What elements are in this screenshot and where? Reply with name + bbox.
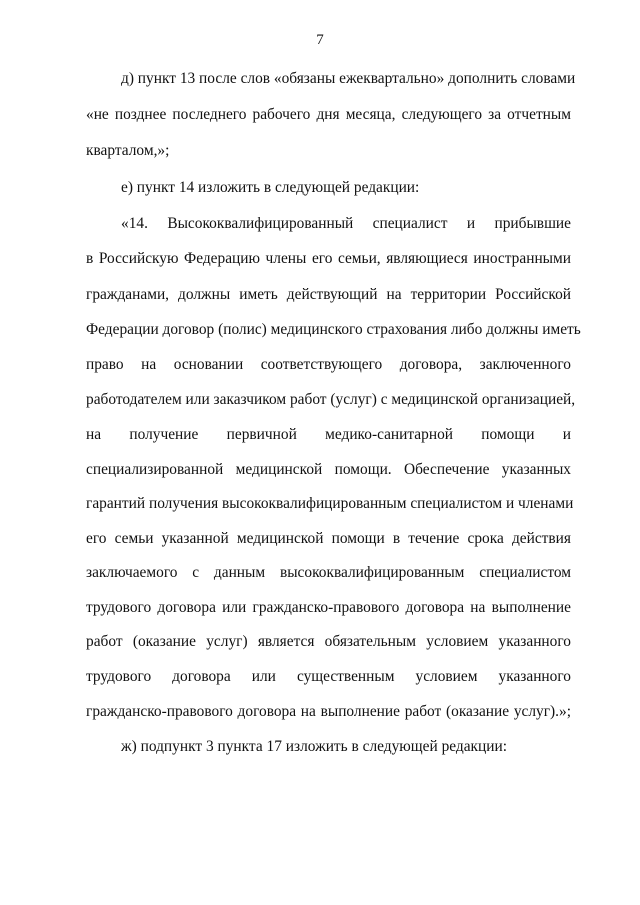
text-line: работ (оказание услуг) является обязательным условием указанного <box>86 633 571 650</box>
text-line: на получение первичной медико-санитарной помощи и <box>86 426 571 443</box>
page-number: 7 <box>316 32 324 48</box>
text-line: гарантий получения высококвалифицированным специалистом и членами <box>86 495 574 512</box>
text-line: работодателем или заказчиком работ (услуг) с медицинской организацией, <box>86 391 576 408</box>
text-line: заключаемого с данным высококвалифицированным специалистом <box>86 564 571 581</box>
text-line: «не позднее последнего рабочего дня месяца, следующего за отчетным <box>86 106 571 123</box>
text-line: специализированной медицинской помощи. Обеспечение указанных <box>86 461 571 478</box>
text-line: ж) подпункт 3 пункта 17 изложить в следующей редакции: <box>121 738 508 755</box>
text-line: в Российскую Федерацию члены его семьи, являющиеся иностранными <box>86 250 571 267</box>
text-line: кварталом,»; <box>86 142 170 159</box>
text-line: Федерации договор (полис) медицинского страхования либо должны иметь <box>86 321 581 338</box>
text-line: право на основании соответствующего договора, заключенного <box>86 356 571 373</box>
text-line: гражданами, должны иметь действующий на территории Российской <box>86 286 571 303</box>
text-line: д) пункт 13 после слов «обязаны ежеквартально» дополнить словами <box>121 70 576 87</box>
text-line: трудового договора или существенным условием указанного <box>86 668 571 685</box>
text-line: е) пункт 14 изложить в следующей редакции: <box>121 179 420 196</box>
text-line: «14. Высококвалифицированный специалист и прибывшие <box>121 215 571 232</box>
text-line: трудового договора или гражданско-правового договора на выполнение <box>86 599 571 616</box>
text-line: гражданско-правового договора на выполнение работ (оказание услуг).»; <box>86 703 571 720</box>
text-line: его семьи указанной медицинской помощи в течение срока действия <box>86 530 571 547</box>
